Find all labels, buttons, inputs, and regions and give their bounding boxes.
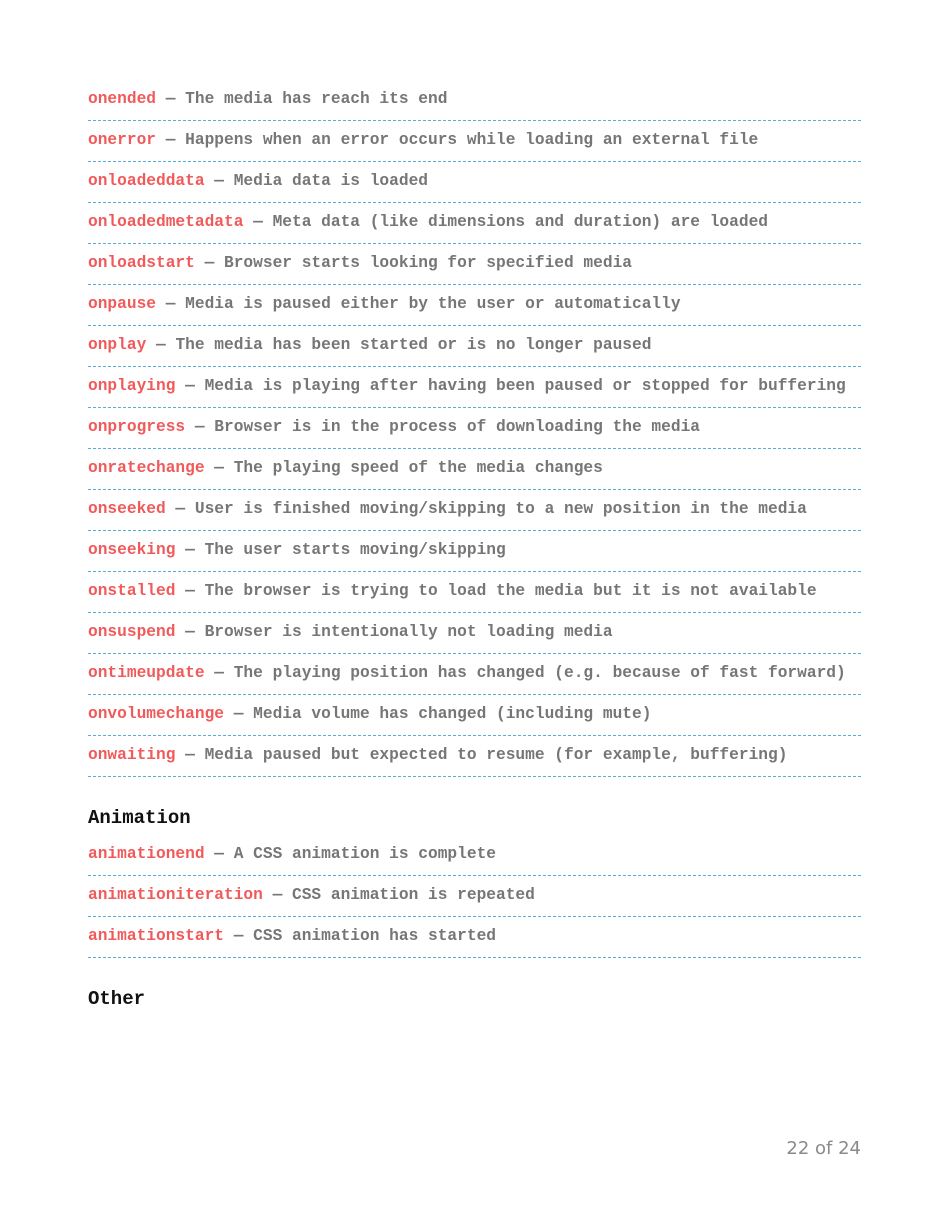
media-events-list [88, 86, 861, 777]
event-entry [88, 414, 861, 449]
event-description: — The browser is trying to load the media but it is not available [175, 582, 817, 600]
event-entry [88, 209, 861, 244]
event-name: ontimeupdate [88, 664, 205, 682]
event-entry [88, 537, 861, 572]
event-description: — Meta data (like dimensions and duration) are loaded [243, 213, 768, 231]
event-entry [88, 250, 861, 285]
event-entry [88, 578, 861, 613]
event-description: — Media is playing after having been paused or stopped for buffering [175, 377, 846, 395]
event-name: onstalled [88, 582, 176, 600]
event-description: — The media has reach its end [156, 90, 448, 108]
event-name: onseeked [88, 500, 166, 518]
event-description: — CSS animation is repeated [262, 886, 535, 904]
event-name: onplaying [88, 377, 176, 395]
event-description: — Media volume has changed (including mute) [224, 705, 652, 723]
event-description: — CSS animation has started [224, 927, 496, 945]
event-name: onwaiting [88, 746, 176, 764]
event-description: — Browser starts looking for specified media [194, 254, 632, 272]
event-name: onloadstart [88, 254, 195, 272]
event-entry [88, 332, 861, 367]
event-entry [88, 701, 861, 736]
event-description: — Media is paused either by the user or automatically [156, 295, 681, 313]
event-description: — The user starts moving/skipping [175, 541, 506, 559]
event-entry [88, 86, 861, 121]
event-entry [88, 168, 861, 203]
event-description: — The media has been started or is no longer paused [146, 336, 652, 354]
event-name: onplay [88, 336, 147, 354]
event-name: onloadeddata [88, 172, 205, 190]
page-number: 22 of 24 [786, 1138, 861, 1159]
event-description: — Media data is loaded [204, 172, 429, 190]
event-entry [88, 127, 861, 162]
event-name: onvolumechange [88, 705, 224, 723]
event-name: onseeking [88, 541, 176, 559]
event-description: — Media paused but expected to resume (for example, buffering) [175, 746, 788, 764]
event-description: — The playing speed of the media changes [204, 459, 603, 477]
event-name: onloadedmetadata [88, 213, 244, 231]
document-page [88, 86, 861, 1022]
event-name: onpause [88, 295, 156, 313]
event-entry [88, 373, 861, 408]
animation-events-list [88, 841, 861, 958]
event-name: onended [88, 90, 156, 108]
event-entry [88, 291, 861, 326]
event-entry [88, 923, 861, 958]
event-name: onsuspend [88, 623, 176, 641]
event-description: — Happens when an error occurs while loading an external file [156, 131, 759, 149]
event-description: — The playing position has changed (e.g. because of fast forward) [204, 664, 846, 682]
event-name: animationiteration [88, 886, 263, 904]
event-entry [88, 882, 861, 917]
event-entry [88, 496, 861, 531]
event-name: animationend [88, 845, 205, 863]
event-entry [88, 455, 861, 490]
section-heading-animation: Animation [88, 807, 191, 829]
event-entry [88, 841, 861, 876]
event-description: — User is finished moving/skipping to a new position in the media [165, 500, 807, 518]
event-entry [88, 660, 861, 695]
event-name: onerror [88, 131, 156, 149]
event-name: animationstart [88, 927, 224, 945]
event-name: onratechange [88, 459, 205, 477]
event-entry [88, 619, 861, 654]
event-name: onprogress [88, 418, 186, 436]
event-entry [88, 742, 861, 777]
section-heading-other: Other [88, 988, 146, 1010]
event-description: — Browser is intentionally not loading media [175, 623, 613, 641]
event-description: — Browser is in the process of downloading the media [185, 418, 701, 436]
event-description: — A CSS animation is complete [204, 845, 497, 863]
